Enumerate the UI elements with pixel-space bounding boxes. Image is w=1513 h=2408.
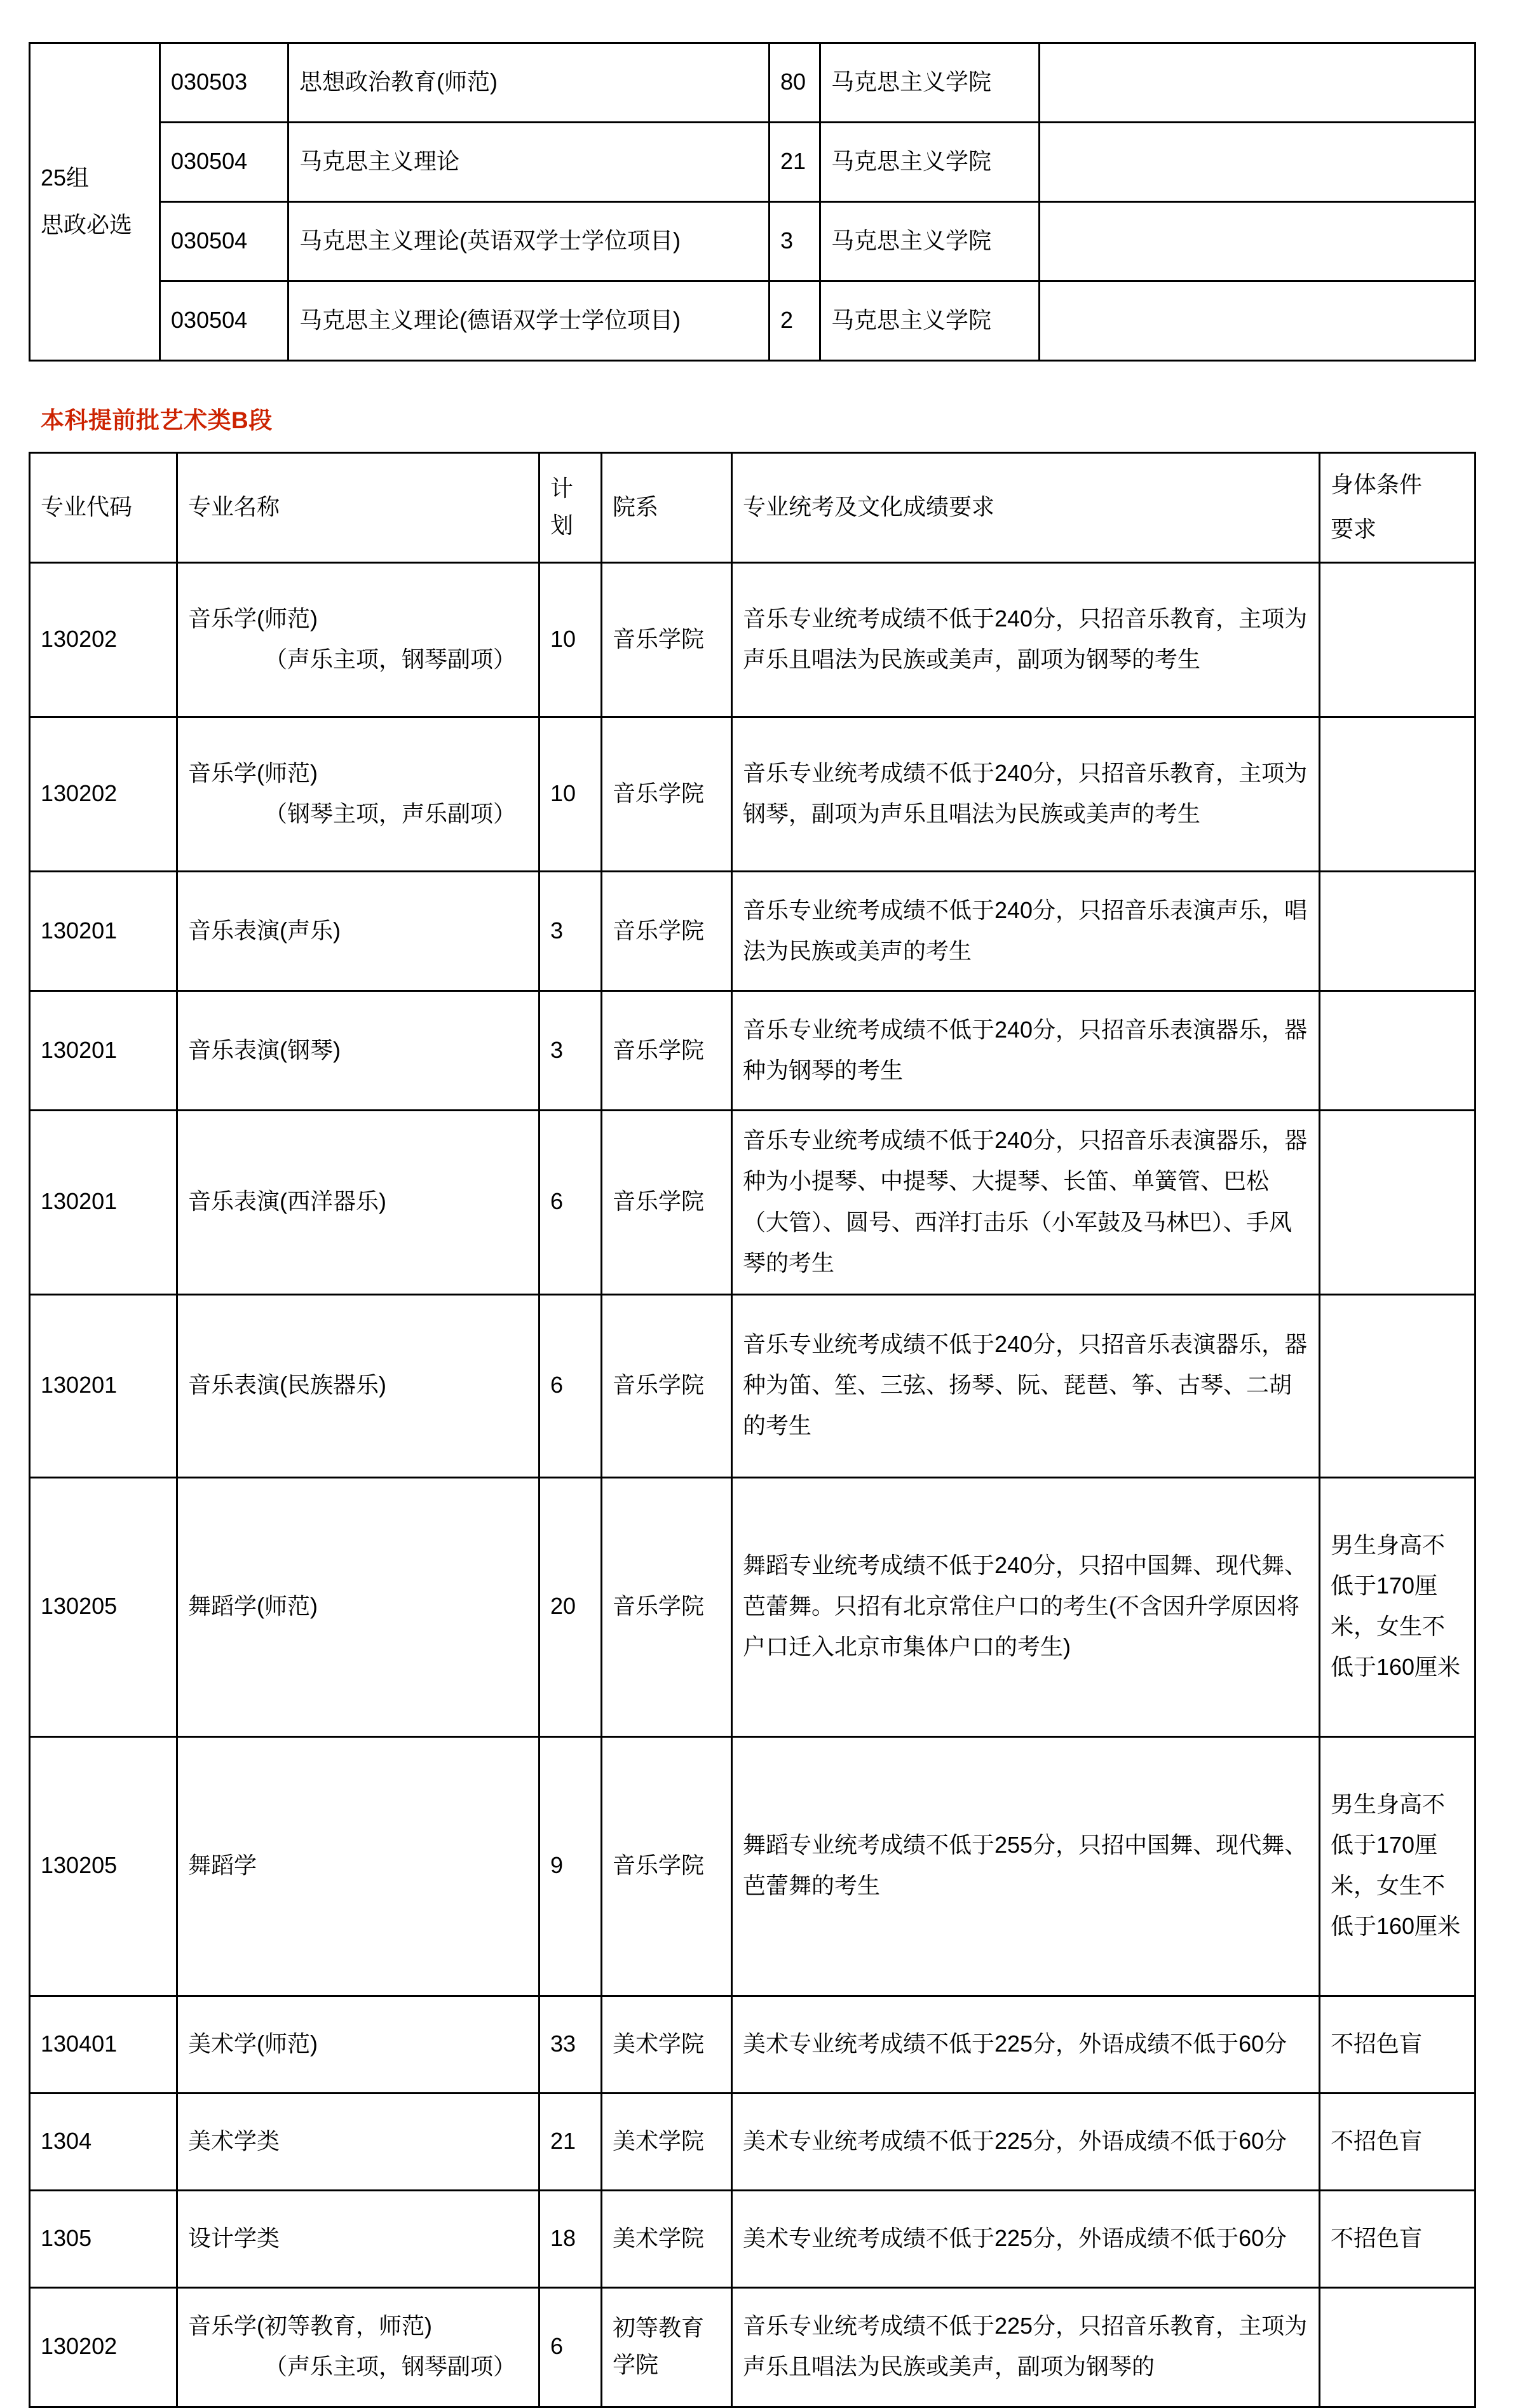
major-code: 130205 bbox=[30, 1477, 177, 1736]
body-condition: 不招色盲 bbox=[1320, 2093, 1476, 2190]
plan-count: 3 bbox=[770, 202, 820, 281]
extra-cell bbox=[1040, 281, 1476, 361]
requirement: 美术专业统考成绩不低于225分，外语成绩不低于60分 bbox=[732, 1996, 1320, 2093]
requirement: 音乐专业统考成绩不低于240分，只招音乐教育，主项为声乐且唱法为民族或美声，副项为钢琴的考生 bbox=[732, 563, 1320, 717]
body-condition bbox=[1320, 991, 1476, 1111]
requirement: 舞蹈专业统考成绩不低于240分，只招中国舞、现代舞、芭蕾舞。只招有北京常住户口的考生(不含因升学原因将户口迁入北京市集体户口的考生) bbox=[732, 1477, 1320, 1736]
document-page bbox=[0, 42, 1513, 2408]
body-condition: 男生身高不低于170厘米，女生不低于160厘米 bbox=[1320, 1477, 1476, 1736]
body-condition bbox=[1320, 563, 1476, 717]
table-row bbox=[30, 991, 1476, 1111]
major-name: 马克思主义理论(德语双学士学位项目) bbox=[288, 281, 770, 361]
section-title: 本科提前批艺术类B段 bbox=[41, 407, 273, 433]
table-row bbox=[30, 2093, 1476, 2190]
plan-count: 10 bbox=[539, 563, 602, 717]
major-code: 1304 bbox=[30, 2093, 177, 2190]
major-code: 1305 bbox=[30, 2190, 177, 2287]
major-code: 130202 bbox=[30, 563, 177, 717]
major-code: 030504 bbox=[160, 202, 288, 281]
department: 音乐学院 bbox=[602, 1736, 732, 1996]
group-label-line2: 思政必选 bbox=[41, 211, 133, 238]
major-name: 音乐表演(钢琴) bbox=[177, 991, 539, 1111]
department: 初等教育学院 bbox=[602, 2287, 732, 2407]
requirement: 美术专业统考成绩不低于225分，外语成绩不低于60分 bbox=[732, 2093, 1320, 2190]
extra-cell bbox=[1040, 202, 1476, 281]
major-name bbox=[177, 563, 539, 717]
plan-count: 18 bbox=[539, 2190, 602, 2287]
department: 美术学院 bbox=[602, 2093, 732, 2190]
plan-count: 33 bbox=[539, 1996, 602, 2093]
major-name: 设计学类 bbox=[177, 2190, 539, 2287]
body-condition: 不招色盲 bbox=[1320, 2190, 1476, 2287]
major-name: 马克思主义理论 bbox=[288, 123, 770, 202]
plan-count: 6 bbox=[539, 1294, 602, 1477]
table-row bbox=[30, 1111, 1476, 1294]
plan-count: 10 bbox=[539, 717, 602, 872]
table-row bbox=[30, 563, 1476, 717]
major-code: 130201 bbox=[30, 872, 177, 991]
plan-count: 2 bbox=[770, 281, 820, 361]
extra-cell bbox=[1040, 43, 1476, 123]
group-label-cell bbox=[30, 43, 160, 361]
department: 美术学院 bbox=[602, 2190, 732, 2287]
major-code: 130202 bbox=[30, 717, 177, 872]
plan-count: 6 bbox=[539, 2287, 602, 2407]
major-name: 舞蹈学 bbox=[177, 1736, 539, 1996]
department: 音乐学院 bbox=[602, 563, 732, 717]
department: 音乐学院 bbox=[602, 1111, 732, 1294]
plan-count: 6 bbox=[539, 1111, 602, 1294]
requirement: 音乐专业统考成绩不低于240分，只招音乐表演器乐，器种为钢琴的考生 bbox=[732, 991, 1320, 1111]
table-row bbox=[30, 1294, 1476, 1477]
plan-count: 80 bbox=[770, 43, 820, 123]
body-condition: 男生身高不低于170厘米，女生不低于160厘米 bbox=[1320, 1736, 1476, 1996]
department: 音乐学院 bbox=[602, 1477, 732, 1736]
department: 美术学院 bbox=[602, 1996, 732, 2093]
table-row bbox=[30, 123, 1476, 202]
table-row bbox=[30, 2190, 1476, 2287]
body-condition bbox=[1320, 872, 1476, 991]
major-code: 030504 bbox=[160, 281, 288, 361]
body-condition: 不招色盲 bbox=[1320, 1996, 1476, 2093]
header-department: 院系 bbox=[602, 453, 732, 563]
major-code: 130201 bbox=[30, 1294, 177, 1477]
header-major-name: 专业名称 bbox=[177, 453, 539, 563]
plan-count: 21 bbox=[770, 123, 820, 202]
major-name: 美术学(师范) bbox=[177, 1996, 539, 2093]
major-name: 美术学类 bbox=[177, 2093, 539, 2190]
header-major-code: 专业代码 bbox=[30, 453, 177, 563]
plan-count: 20 bbox=[539, 1477, 602, 1736]
table-row bbox=[30, 43, 1476, 123]
major-name-line2: （声乐主项，钢琴副项） bbox=[264, 2353, 517, 2380]
department: 马克思主义学院 bbox=[820, 202, 1040, 281]
requirement: 音乐专业统考成绩不低于240分，只招音乐表演声乐，唱法为民族或美声的考生 bbox=[732, 872, 1320, 991]
department: 马克思主义学院 bbox=[820, 43, 1040, 123]
header-body-line1: 身体条件 bbox=[1331, 471, 1423, 497]
major-name bbox=[177, 717, 539, 872]
requirement: 音乐专业统考成绩不低于240分，只招音乐表演器乐，器种为笛、笙、三弦、扬琴、阮、琵琶、筝、古琴、二胡的考生 bbox=[732, 1294, 1320, 1477]
table-row bbox=[30, 1736, 1476, 1996]
major-name: 音乐表演(民族器乐) bbox=[177, 1294, 539, 1477]
department: 音乐学院 bbox=[602, 1294, 732, 1477]
table-row bbox=[30, 872, 1476, 991]
major-name: 音乐表演(声乐) bbox=[177, 872, 539, 991]
requirement: 音乐专业统考成绩不低于225分，只招音乐教育，主项为声乐且唱法为民族或美声，副项为钢琴的 bbox=[732, 2287, 1320, 2407]
major-name-line1: 音乐学(初等教育，师范) bbox=[188, 2313, 432, 2339]
major-name-line2: （声乐主项，钢琴副项） bbox=[264, 646, 517, 673]
requirement: 美术专业统考成绩不低于225分，外语成绩不低于60分 bbox=[732, 2190, 1320, 2287]
table-row bbox=[30, 2287, 1476, 2407]
plan-count: 9 bbox=[539, 1736, 602, 1996]
major-name bbox=[177, 2287, 539, 2407]
header-body-condition bbox=[1320, 453, 1476, 563]
table-row bbox=[30, 717, 1476, 872]
department: 马克思主义学院 bbox=[820, 123, 1040, 202]
major-name-line1: 音乐学(师范) bbox=[188, 760, 318, 787]
department: 马克思主义学院 bbox=[820, 281, 1040, 361]
requirement: 音乐专业统考成绩不低于240分，只招音乐教育，主项为钢琴，副项为声乐且唱法为民族或美声的考生 bbox=[732, 717, 1320, 872]
body-condition bbox=[1320, 1111, 1476, 1294]
major-code: 130401 bbox=[30, 1996, 177, 2093]
major-code: 130205 bbox=[30, 1736, 177, 1996]
table-row bbox=[30, 1477, 1476, 1736]
major-code: 130201 bbox=[30, 1111, 177, 1294]
extra-cell bbox=[1040, 123, 1476, 202]
body-condition bbox=[1320, 2287, 1476, 2407]
plan-count: 3 bbox=[539, 991, 602, 1111]
header-plan: 计划 bbox=[539, 453, 602, 563]
requirement: 舞蹈专业统考成绩不低于255分，只招中国舞、现代舞、芭蕾舞的考生 bbox=[732, 1736, 1320, 1996]
major-name-line2: （钢琴主项，声乐副项） bbox=[264, 801, 517, 827]
plan-count: 21 bbox=[539, 2093, 602, 2190]
major-name: 音乐表演(西洋器乐) bbox=[177, 1111, 539, 1294]
major-name: 马克思主义理论(英语双学士学位项目) bbox=[288, 202, 770, 281]
requirement: 音乐专业统考成绩不低于240分，只招音乐表演器乐，器种为小提琴、中提琴、大提琴、长笛、单簧管、巴松（大管）、圆号、西洋打击乐（小军鼓及马林巴）、手风琴的考生 bbox=[732, 1111, 1320, 1294]
art-batch-b-table bbox=[29, 452, 1476, 2408]
body-condition bbox=[1320, 717, 1476, 872]
plan-count: 3 bbox=[539, 872, 602, 991]
major-code: 030504 bbox=[160, 123, 288, 202]
major-name: 舞蹈学(师范) bbox=[177, 1477, 539, 1736]
body-condition bbox=[1320, 1294, 1476, 1477]
table-row bbox=[30, 281, 1476, 361]
group-label-line1: 25组 bbox=[41, 164, 90, 191]
table-row bbox=[30, 202, 1476, 281]
header-body-line2: 要求 bbox=[1331, 516, 1377, 543]
table-header-row bbox=[30, 453, 1476, 563]
department: 音乐学院 bbox=[602, 991, 732, 1111]
major-code: 030503 bbox=[160, 43, 288, 123]
department: 音乐学院 bbox=[602, 717, 732, 872]
header-requirement: 专业统考及文化成绩要求 bbox=[732, 453, 1320, 563]
major-name-line1: 音乐学(师范) bbox=[188, 605, 318, 632]
table-row bbox=[30, 1996, 1476, 2093]
group-25-table bbox=[29, 42, 1476, 362]
major-code: 130202 bbox=[30, 2287, 177, 2407]
department: 音乐学院 bbox=[602, 872, 732, 991]
major-code: 130201 bbox=[30, 991, 177, 1111]
major-name: 思想政治教育(师范) bbox=[288, 43, 770, 123]
